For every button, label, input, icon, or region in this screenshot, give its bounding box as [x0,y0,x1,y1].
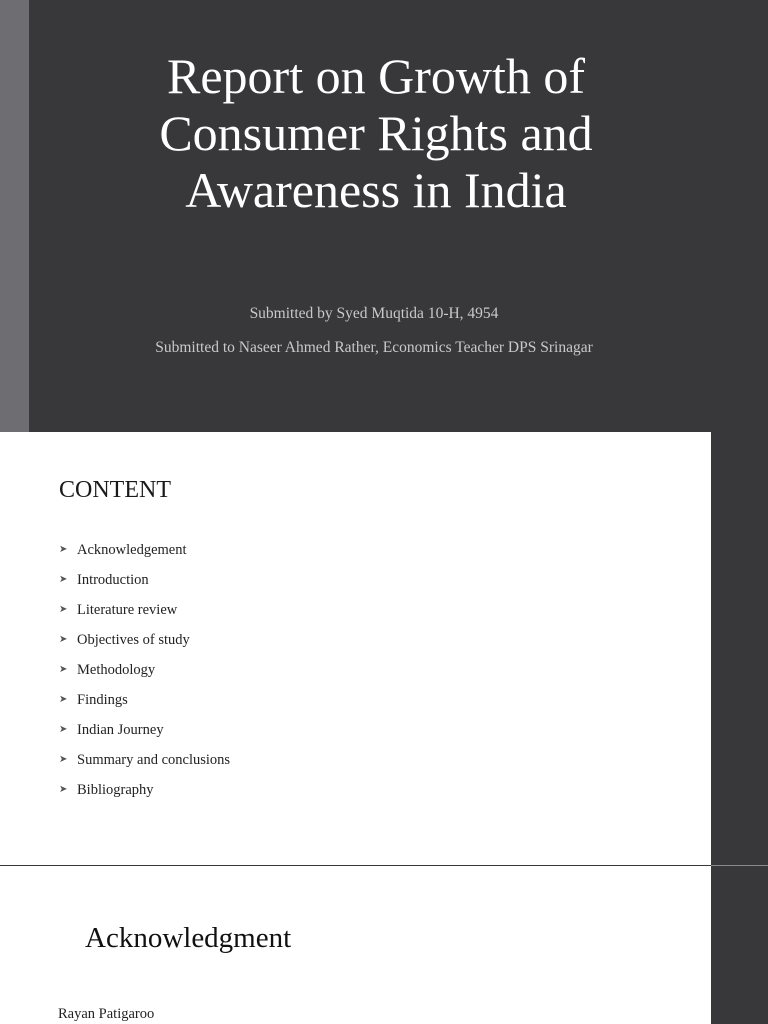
list-item [59,780,230,810]
list-item [59,540,230,570]
submitted-by: Submitted by Syed Muqtida 10-H, 4954 [249,305,499,322]
list-item-label: Acknowledgement [77,542,187,558]
acknowledgment-heading: Acknowledgment [85,922,292,954]
title-accent-bar [0,0,29,432]
arrowhead-bullet-icon: ➤ [59,694,68,705]
arrowhead-bullet-icon: ➤ [59,664,68,675]
list-item-label: Summary and conclusions [77,752,231,768]
list-item [59,630,230,660]
ack-slide-margin [711,866,768,1024]
arrowhead-bullet-icon: ➤ [59,574,68,585]
acknowledgment-slide [0,866,711,1024]
list-item [59,750,230,780]
arrowhead-bullet-icon: ➤ [59,754,68,765]
acknowledgment-first-line: Rayan Patigaroo [58,1006,155,1022]
arrowhead-bullet-icon: ➤ [59,544,68,555]
arrowhead-bullet-icon: ➤ [59,604,68,615]
content-slide [0,432,711,865]
list-item [59,660,230,690]
submitted-to: Submitted to Naseer Ahmed Rather, Economics Teacher DPS Srinagar [155,339,593,356]
list-item [59,570,230,600]
content-slide-margin [711,432,768,865]
arrowhead-bullet-icon: ➤ [59,724,68,735]
report-title: Report on Growth of Consumer Rights and Awareness in India [159,48,593,218]
list-item [59,720,230,750]
list-item [59,600,230,630]
list-item-label: Literature review [77,602,178,618]
list-item-label: Introduction [77,572,149,588]
content-list [59,540,230,810]
arrowhead-bullet-icon: ➤ [59,634,68,645]
list-item-label: Findings [77,692,128,708]
list-item-label: Objectives of study [77,632,190,648]
arrowhead-bullet-icon: ➤ [59,784,68,795]
content-heading: CONTENT [59,477,171,503]
list-item-label: Bibliography [77,782,154,798]
list-item [59,690,230,720]
list-item-label: Indian Journey [77,722,164,738]
list-item-label: Methodology [77,662,156,678]
title-slide [0,0,768,432]
